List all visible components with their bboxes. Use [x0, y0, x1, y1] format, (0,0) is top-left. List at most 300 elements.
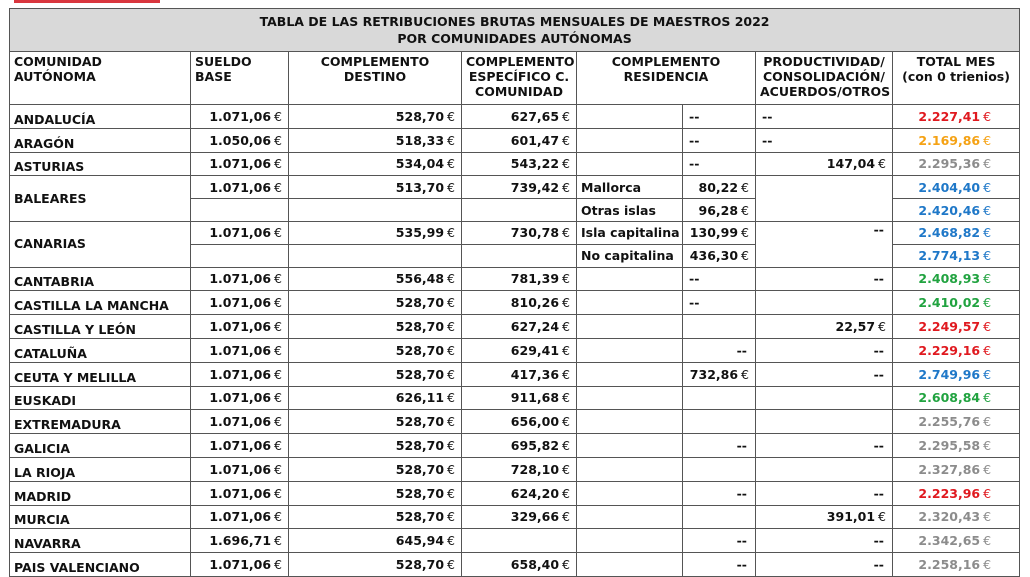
euro-symbol: €	[447, 533, 455, 549]
residencia-label-cell	[577, 221, 683, 244]
cell-value: --	[873, 221, 884, 237]
euro-symbol: €	[447, 108, 455, 124]
cell-value: 2.404,40	[918, 179, 981, 195]
euro-symbol: €	[983, 533, 992, 549]
sueldo-cell	[191, 481, 289, 505]
region-name	[10, 176, 191, 222]
productividad-cell	[756, 529, 893, 553]
euro-symbol: €	[983, 295, 992, 311]
cell-value: 535,99	[395, 225, 445, 241]
euro-symbol: €	[274, 342, 282, 358]
total-cell	[893, 338, 1020, 362]
total-cell	[893, 267, 1020, 291]
sueldo-cell	[191, 267, 289, 291]
sueldo-cell	[191, 386, 289, 410]
cell-value: 96,28	[698, 202, 739, 218]
cell-value: --	[873, 485, 884, 501]
cell-value: 2.468,82	[918, 225, 981, 241]
cell-value: --	[873, 342, 884, 358]
cell-value: CATALUÑA	[14, 345, 87, 361]
destino-cell	[289, 105, 462, 129]
productividad-cell	[756, 386, 893, 410]
productividad-cell	[756, 338, 893, 362]
cell-value: 2.749,96	[918, 366, 981, 382]
cell-value: CEUTA Y MELILLA	[14, 369, 137, 385]
especifico-cell	[462, 410, 577, 434]
cell-value: --	[736, 533, 747, 549]
cell-value: --	[736, 438, 747, 454]
sueldo-cell	[191, 105, 289, 129]
residencia-label-cell	[577, 267, 683, 291]
cell-value: 2.229,16	[918, 342, 981, 358]
cell-value: --	[689, 108, 700, 124]
destino-cell	[289, 338, 462, 362]
cell-value: --	[736, 342, 747, 358]
euro-symbol: €	[274, 509, 282, 525]
especifico-cell	[462, 434, 577, 458]
especifico-cell	[462, 386, 577, 410]
residencia-value-cell	[683, 481, 756, 505]
residencia-label-cell	[577, 553, 683, 577]
cell-value: CASTILLA LA MANCHA	[14, 298, 169, 314]
table-row	[10, 152, 1020, 176]
cell-value: 624,20	[510, 485, 560, 501]
euro-symbol: €	[562, 319, 570, 335]
cell-value: 1.696,71	[209, 533, 272, 549]
euro-symbol: €	[274, 156, 282, 172]
especifico-cell	[462, 244, 577, 267]
cell-value: 2.249,57	[918, 319, 981, 335]
euro-symbol: €	[741, 202, 749, 218]
header-productividad: PRODUCTIVIDAD/ CONSOLIDACIÓN/ ACUERDOS/OTROS	[756, 52, 893, 105]
euro-symbol: €	[274, 485, 282, 501]
cell-value: --	[689, 132, 700, 148]
euro-symbol: €	[274, 557, 282, 573]
euro-symbol: €	[983, 248, 992, 264]
euro-symbol: €	[447, 509, 455, 525]
residencia-label-cell	[577, 362, 683, 386]
productividad-cell	[756, 105, 893, 129]
euro-symbol: €	[447, 295, 455, 311]
euro-symbol: €	[562, 225, 570, 241]
cell-value: CANTABRIA	[14, 274, 95, 290]
cell-value: --	[873, 438, 884, 454]
cell-value: 417,36	[510, 366, 560, 382]
cell-value: --	[736, 557, 747, 573]
euro-symbol: €	[274, 461, 282, 477]
cell-value: --	[762, 108, 773, 124]
euro-symbol: €	[562, 179, 570, 195]
euro-symbol: €	[983, 179, 992, 195]
table-row	[10, 338, 1020, 362]
sueldo-cell	[191, 362, 289, 386]
residencia-value-cell	[683, 386, 756, 410]
residencia-value-cell	[683, 128, 756, 152]
productividad-cell	[756, 315, 893, 339]
cell-value: 147,04	[826, 156, 876, 172]
especifico-cell	[462, 291, 577, 315]
header-total-label: TOTAL MES	[916, 54, 996, 69]
sueldo-cell	[191, 244, 289, 267]
residencia-value-cell	[683, 105, 756, 129]
euro-symbol: €	[983, 342, 992, 358]
residencia-label-cell	[577, 128, 683, 152]
region-name	[10, 410, 191, 434]
cell-value: --	[873, 366, 884, 382]
cell-value: Otras islas	[581, 202, 656, 218]
productividad-cell	[756, 128, 893, 152]
especifico-cell	[462, 176, 577, 199]
cell-value: 1.071,06	[209, 366, 272, 382]
region-name	[10, 457, 191, 481]
cell-value: 2.295,36	[918, 156, 981, 172]
cell-value: 528,70	[395, 295, 445, 311]
total-cell	[893, 199, 1020, 222]
cell-value: PAIS VALENCIANO	[14, 559, 140, 575]
productividad-cell	[756, 481, 893, 505]
euro-symbol: €	[274, 366, 282, 382]
destino-cell	[289, 291, 462, 315]
total-cell	[893, 128, 1020, 152]
euro-symbol: €	[447, 557, 455, 573]
cell-value: 2.774,13	[918, 248, 981, 264]
residencia-label-cell	[577, 338, 683, 362]
productividad-cell	[756, 434, 893, 458]
euro-symbol: €	[274, 225, 282, 241]
destino-cell	[289, 362, 462, 386]
region-name	[10, 128, 191, 152]
cell-value: 728,10	[510, 461, 560, 477]
region-name	[10, 505, 191, 529]
cell-value: 781,39	[510, 271, 560, 287]
destino-cell	[289, 386, 462, 410]
especifico-cell	[462, 481, 577, 505]
residencia-value-cell	[683, 221, 756, 244]
header-residencia: COMPLEMENTO RESIDENCIA	[577, 52, 756, 105]
sueldo-cell	[191, 410, 289, 434]
table-row	[10, 362, 1020, 386]
sueldo-cell	[191, 152, 289, 176]
total-cell	[893, 176, 1020, 199]
residencia-value-cell	[683, 315, 756, 339]
cell-value: --	[762, 132, 773, 148]
residencia-value-cell	[683, 529, 756, 553]
table-row	[10, 410, 1020, 434]
residencia-label-cell	[577, 315, 683, 339]
region-name	[10, 267, 191, 291]
euro-symbol: €	[562, 132, 570, 148]
cell-value: 513,70	[395, 179, 445, 195]
destino-cell	[289, 128, 462, 152]
cell-value: 436,30	[689, 248, 739, 264]
residencia-label-cell	[577, 176, 683, 199]
cell-value: NAVARRA	[14, 536, 81, 552]
sueldo-cell	[191, 457, 289, 481]
destino-cell	[289, 267, 462, 291]
cell-value: 1.071,06	[209, 225, 272, 241]
cell-value: 626,11	[395, 390, 445, 406]
total-cell	[893, 386, 1020, 410]
total-cell	[893, 152, 1020, 176]
euro-symbol: €	[983, 414, 992, 430]
region-name	[10, 481, 191, 505]
sueldo-cell	[191, 338, 289, 362]
sueldo-cell	[191, 529, 289, 553]
header-total-sub: (con 0 trienios)	[902, 69, 1010, 84]
sueldo-cell	[191, 291, 289, 315]
cell-value: 627,24	[510, 319, 560, 335]
cell-value: 1.071,06	[209, 390, 272, 406]
destino-cell	[289, 152, 462, 176]
table-row	[10, 529, 1020, 553]
euro-symbol: €	[447, 342, 455, 358]
residencia-value-cell	[683, 291, 756, 315]
euro-symbol: €	[447, 156, 455, 172]
euro-symbol: €	[983, 225, 992, 241]
cell-value: 695,82	[510, 438, 560, 454]
total-cell	[893, 291, 1020, 315]
euro-symbol: €	[983, 156, 992, 172]
table-row	[10, 291, 1020, 315]
productividad-cell	[756, 457, 893, 481]
euro-symbol: €	[983, 438, 992, 454]
euro-symbol: €	[447, 366, 455, 382]
euro-symbol: €	[562, 509, 570, 525]
residencia-value-cell	[683, 338, 756, 362]
total-cell	[893, 505, 1020, 529]
title-line-1: TABLA DE LAS RETRIBUCIONES BRUTAS MENSUALES DE MAESTROS 2022	[259, 14, 770, 29]
total-cell	[893, 315, 1020, 339]
euro-symbol: €	[983, 557, 992, 573]
sueldo-cell	[191, 315, 289, 339]
productividad-cell	[756, 152, 893, 176]
residencia-value-cell	[683, 244, 756, 267]
euro-symbol: €	[983, 319, 992, 335]
euro-symbol: €	[562, 342, 570, 358]
residencia-value-cell	[683, 410, 756, 434]
especifico-cell	[462, 105, 577, 129]
euro-symbol: €	[562, 485, 570, 501]
sueldo-cell	[191, 176, 289, 199]
euro-symbol: €	[447, 438, 455, 454]
especifico-cell	[462, 221, 577, 244]
residencia-label-cell	[577, 434, 683, 458]
cell-value: 2.320,43	[918, 509, 981, 525]
accent-line	[14, 0, 160, 3]
cell-value: 2.327,86	[918, 461, 981, 477]
cell-value: 528,70	[395, 485, 445, 501]
destino-cell	[289, 553, 462, 577]
total-cell	[893, 529, 1020, 553]
destino-cell	[289, 410, 462, 434]
euro-symbol: €	[878, 509, 886, 525]
euro-symbol: €	[274, 108, 282, 124]
region-name	[10, 362, 191, 386]
especifico-cell	[462, 457, 577, 481]
cell-value: 2.408,93	[918, 271, 981, 287]
header-especifico: COMPLEMENTO ESPECÍFICO C. COMUNIDAD	[462, 52, 577, 105]
euro-symbol: €	[983, 202, 992, 218]
cell-value: 2.342,65	[918, 533, 981, 549]
destino-cell	[289, 176, 462, 199]
residencia-value-cell	[683, 152, 756, 176]
cell-value: Isla capitalina	[581, 225, 680, 241]
cell-value: 1.071,06	[209, 509, 272, 525]
cell-value: 2.223,96	[918, 485, 981, 501]
euro-symbol: €	[274, 319, 282, 335]
euro-symbol: €	[447, 179, 455, 195]
cell-value: 528,70	[395, 509, 445, 525]
cell-value: 543,22	[510, 156, 560, 172]
euro-symbol: €	[274, 179, 282, 195]
euro-symbol: €	[447, 225, 455, 241]
euro-symbol: €	[562, 295, 570, 311]
cell-value: EUSKADI	[14, 393, 77, 409]
euro-symbol: €	[562, 557, 570, 573]
total-cell	[893, 410, 1020, 434]
cell-value: --	[873, 533, 884, 549]
cell-value: --	[689, 271, 700, 287]
cell-value: 391,01	[826, 509, 876, 525]
total-cell	[893, 434, 1020, 458]
cell-value: 1.071,06	[209, 108, 272, 124]
cell-value: 528,70	[395, 108, 445, 124]
cell-value: 730,78	[510, 225, 560, 241]
cell-value: EXTREMADURA	[14, 417, 121, 433]
region-name	[10, 291, 191, 315]
cell-value: 2.169,86	[918, 132, 981, 148]
euro-symbol: €	[562, 461, 570, 477]
euro-symbol: €	[983, 132, 992, 148]
especifico-cell	[462, 505, 577, 529]
cell-value: No capitalina	[581, 248, 674, 264]
cell-value: 1.071,06	[209, 156, 272, 172]
total-cell	[893, 553, 1020, 577]
sueldo-cell	[191, 505, 289, 529]
cell-value: 528,70	[395, 414, 445, 430]
euro-symbol: €	[447, 461, 455, 477]
residencia-label-cell	[577, 410, 683, 434]
cell-value: 329,66	[510, 509, 560, 525]
euro-symbol: €	[983, 461, 992, 477]
cell-value: --	[873, 271, 884, 287]
salary-table	[9, 8, 1020, 577]
residencia-label-cell	[577, 105, 683, 129]
productividad-cell	[756, 267, 893, 291]
euro-symbol: €	[274, 295, 282, 311]
euro-symbol: €	[274, 132, 282, 148]
especifico-cell	[462, 267, 577, 291]
region-name	[10, 529, 191, 553]
residencia-label-cell	[577, 199, 683, 222]
destino-cell	[289, 244, 462, 267]
sueldo-cell	[191, 221, 289, 244]
region-name	[10, 386, 191, 410]
residencia-label-cell	[577, 386, 683, 410]
euro-symbol: €	[447, 485, 455, 501]
cell-value: 534,04	[395, 156, 445, 172]
cell-value: 1.071,06	[209, 438, 272, 454]
cell-value: 2.410,02	[918, 295, 981, 311]
cell-value: 645,94	[395, 533, 445, 549]
header-total	[893, 52, 1020, 105]
total-cell	[893, 457, 1020, 481]
cell-value: 80,22	[698, 179, 739, 195]
euro-symbol: €	[562, 438, 570, 454]
especifico-cell	[462, 199, 577, 222]
residencia-value-cell	[683, 267, 756, 291]
cell-value: 2.420,46	[918, 202, 981, 218]
table-row	[10, 481, 1020, 505]
region-name	[10, 221, 191, 267]
cell-value: 1.071,06	[209, 342, 272, 358]
destino-cell	[289, 505, 462, 529]
title-line-2: POR COMUNIDADES AUTÓNOMAS	[397, 31, 632, 46]
especifico-cell	[462, 315, 577, 339]
cell-value: BALEARES	[14, 190, 87, 206]
productividad-cell	[756, 362, 893, 386]
cell-value: 556,48	[395, 271, 445, 287]
cell-value: 528,70	[395, 342, 445, 358]
header-destino: COMPLEMENTO DESTINO	[289, 52, 462, 105]
cell-value: 601,47	[510, 132, 560, 148]
productividad-cell	[756, 291, 893, 315]
cell-value: 130,99	[689, 225, 739, 241]
table-row	[10, 221, 1020, 244]
euro-symbol: €	[274, 438, 282, 454]
productividad-cell	[756, 553, 893, 577]
euro-symbol: €	[741, 366, 749, 382]
sueldo-cell	[191, 553, 289, 577]
euro-symbol: €	[741, 179, 749, 195]
residencia-value-cell	[683, 176, 756, 199]
cell-value: 1.071,06	[209, 319, 272, 335]
residencia-value-cell	[683, 505, 756, 529]
table-row	[10, 105, 1020, 129]
table-row	[10, 457, 1020, 481]
residencia-label-cell	[577, 152, 683, 176]
destino-cell	[289, 529, 462, 553]
cell-value: 629,41	[510, 342, 560, 358]
destino-cell	[289, 199, 462, 222]
cell-value: 1.071,06	[209, 485, 272, 501]
residencia-value-cell	[683, 457, 756, 481]
especifico-cell	[462, 128, 577, 152]
euro-symbol: €	[447, 132, 455, 148]
cell-value: 528,70	[395, 319, 445, 335]
residencia-label-cell	[577, 457, 683, 481]
especifico-cell	[462, 553, 577, 577]
cell-value: 656,00	[510, 414, 560, 430]
cell-value: 1.071,06	[209, 179, 272, 195]
cell-value: MURCIA	[14, 512, 70, 528]
cell-value: 2.227,41	[918, 108, 981, 124]
sueldo-cell	[191, 434, 289, 458]
cell-value: ASTURIAS	[14, 159, 85, 175]
euro-symbol: €	[274, 414, 282, 430]
euro-symbol: €	[983, 485, 992, 501]
cell-value: LA RIOJA	[14, 464, 76, 480]
euro-symbol: €	[447, 414, 455, 430]
euro-symbol: €	[562, 366, 570, 382]
destino-cell	[289, 457, 462, 481]
table-row	[10, 128, 1020, 152]
table-row	[10, 267, 1020, 291]
euro-symbol: €	[562, 156, 570, 172]
especifico-cell	[462, 338, 577, 362]
euro-symbol: €	[983, 509, 992, 525]
cell-value: 2.295,58	[918, 438, 981, 454]
